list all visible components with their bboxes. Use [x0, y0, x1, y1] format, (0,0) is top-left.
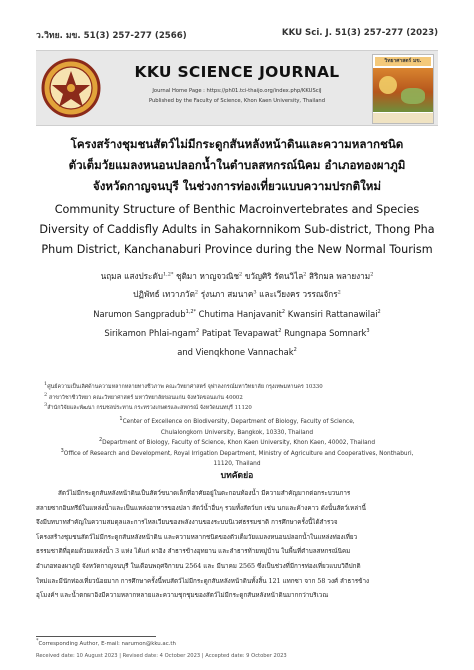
title-english: [36, 200, 438, 260]
journal-masthead: [36, 50, 438, 126]
author-name: Narumon Sangpradub: [93, 309, 186, 319]
title-english-line: Diversity of Caddisfly Adults in Sahakornnikom Sub-district, Thong Pha: [39, 223, 435, 236]
title-thai: [36, 134, 438, 197]
cover-decor: [379, 76, 397, 94]
affiliation-mark: 1: [119, 416, 123, 423]
author-name: นฤมล แสงประดับ: [100, 271, 163, 281]
author-affil-mark: 2: [281, 309, 286, 316]
author-affil-mark: 2: [377, 309, 381, 316]
footnote-divider: [36, 636, 156, 637]
journal-publisher: Published by the Faculty of Science, Khon Kaen University, Thailand: [148, 98, 326, 104]
author-affil-mark: 1,2*: [185, 309, 197, 316]
author-name: Sirikamon Phlai-ngam: [104, 328, 196, 338]
author-affil-mark: 2: [194, 289, 199, 296]
journal-cover-thumbnail: [372, 54, 434, 124]
affiliation-mark: 3: [60, 447, 64, 454]
affiliation-text: ศูนย์ความเป็นเลิศด้านความหลากหลายทางชีวภาพ คณะวิทยาศาสตร์ จุฬาลงกรณ์มหาวิทยาลัย กรุงเทพมหานคร 10330: [47, 384, 323, 390]
abstract-heading: บทคัดย่อ: [220, 471, 254, 481]
authors-thai: [36, 267, 438, 303]
abstract-line: สัตว์ไม่มีกระดูกสันหลังหน้าดินเป็นสัตว์ขนาดเล็กที่อาศัยอยู่ในตะกอนท้องน้ำ มีความสำคัญมากต่อกระบวนการ: [58, 490, 351, 497]
author-affil-mark: 2: [370, 271, 374, 278]
title-thai-line: โครงสร้างชุมชนสัตว์ไม่มีกระดูกสันหลังหน้าดินและความหลากชนิด: [70, 137, 404, 151]
authors-english-line: [36, 305, 438, 324]
cover-footer-band: [373, 113, 433, 123]
affiliation-text: Office of Research and Development, Royal Irrigation Department, Ministry of Agriculture and Cooperatives, Nonthaburi,: [63, 450, 414, 457]
affiliation-text: Chulalongkorn University, Bangkok, 10330, Thailand: [160, 429, 314, 436]
affiliation-mark: 3: [44, 402, 48, 409]
affiliation-line: [36, 417, 438, 428]
abstract-line: ใหม่และมีนักท่องเที่ยวน้อยมาก การศึกษาครั้งนี้พบสัตว์ไม่มีกระดูกสันหลังหน้าดินทั้งสิ้น 121 แทกซา จาก 58 วงศ์ ลำธารข้าง: [36, 577, 370, 585]
authors-thai-line: [36, 267, 438, 285]
abstract-line: อุโมงค์ฯ และน้ำตกผาอิงมีความหลากหลายและความชุกชุมของสัตว์ไม่มีกระดูกสันหลังหน้าดินมากกว่าบริเวณ: [36, 592, 329, 600]
abstract-line: โครงสร้างชุมชนสัตว์ไม่มีกระดูกสันหลังหน้าดิน และความหลากชนิดของตัวเต็มวัยแมลงหนอนปลอกน้ำในแหล่งท่องเที่ยว: [36, 533, 358, 541]
affiliation-line: [36, 428, 438, 439]
journal-home-page[interactable]: Journal Home Page : https://ph01.tci-thaijo.org/index.php/KKUSciJ: [152, 88, 322, 94]
article-dates: Received date: 10 August 2023 | Revised date: 4 October 2023 | Accepted date: 9 October 2023: [36, 653, 287, 659]
authors-english-line: [36, 343, 438, 362]
abstract-line: จึงมีบทบาทสำคัญในความสมดุลและการไหลเวียนของพลังงานของระบบนิเวศธรรมชาติ การศึกษาครั้งนี้ได้สำรวจ: [36, 519, 338, 527]
title-english-line: Community Structure of Benthic Macroinvertebrates and Species: [54, 203, 420, 216]
affiliation-line: [44, 393, 438, 404]
affiliation-mark: 2: [98, 437, 103, 444]
affiliation-text: Department of Biology, Faculty of Science, Khon Kaen University, Khon Kaen, 40002, Thailand: [102, 440, 376, 446]
authors-english: [36, 305, 438, 362]
running-head-right: KKU Sci. J. 51(3) 257-277 (2023): [281, 28, 438, 38]
affiliation-mark: 1: [44, 381, 48, 388]
cover-title: วิทยาศาสตร์ มข.: [375, 57, 431, 66]
author-affil-mark: 1,2*: [162, 271, 174, 278]
author-affil-mark: 3: [253, 289, 257, 296]
author-affil-mark: 2: [293, 347, 297, 354]
affiliation-line: [36, 449, 438, 460]
author-name: ปฏิพัทธ์ เทวาภวัต: [133, 289, 195, 299]
affiliation-mark: 2: [44, 391, 48, 398]
affiliation-line: [44, 403, 438, 414]
title-thai-line: ตัวเต็มวัยแมลงหนอนปลอกน้ำในตำบลสหกรณ์นิคม อำเภอทองผาภูมิ: [68, 158, 406, 172]
author-affil-mark: 3: [366, 328, 370, 335]
author-name: และเวียงคร วรรณจักร: [256, 289, 338, 299]
abstract-line: สลายซากอินทรีย์ในแหล่งน้ำและเป็นแหล่งอาหารของปลา สัตว์น้ำอื่นๆ รวมทั้งสัตว์บก เช่น นกและค้างคาว ดังนั้นสัตว์เหล่านี้: [36, 504, 366, 512]
authors-english-line: [36, 324, 438, 343]
abstract-line: อำเภอทองผาภูมิ จังหวัดกาญจนบุรี ในเดือนพฤศจิกายน 2564 และ มีนาคม 2565 ซึ่งเป็นช่วงที่มีการท่องเที่ยวแบบวิถีปกติ: [36, 562, 361, 570]
affiliation-line: [36, 438, 438, 449]
affiliation-text: สำนักวิจัยและพัฒนา กรมชลประทาน กระทรวงเกษตรและสหกรณ์ จังหวัดนนทบุรี 11120: [47, 405, 252, 411]
author-name: รุ่งนภา สมนาค: [198, 289, 254, 299]
affiliations-thai: [44, 382, 438, 414]
author-name: Kwansiri Rattanawilai: [285, 309, 378, 319]
running-head-left: ว.วิทย. มข. 51(3) 257-277 (2566): [36, 31, 187, 41]
author-affil-mark: 2: [195, 328, 200, 335]
running-head: [36, 28, 438, 42]
affiliation-text: 11120, Thailand: [213, 461, 261, 467]
author-name: Patipat Tevapawat: [199, 328, 279, 338]
author-name: Chutima Hanjavanit: [196, 309, 282, 319]
author-name: Rungnapa Somnark: [281, 328, 367, 338]
cover-decor: [401, 88, 425, 104]
authors-thai-line: [36, 285, 438, 303]
author-affil-mark: 2: [239, 271, 243, 278]
author-name: ขวัญศิริ รัตนวิไล: [242, 271, 304, 281]
affiliation-text: สาขาวิชาชีววิทยา คณะวิทยาศาสตร์ มหาวิทยาลัยขอนแก่น จังหวัดขอนแก่น 40002: [47, 394, 243, 401]
author-name: สิริกมล พลายงาม: [306, 271, 371, 281]
author-name: and Vienqkhone Vannachak: [177, 347, 294, 357]
footnote-text: Corresponding Author, E-mail: narumon@kku.ac.th: [38, 641, 176, 647]
author-name: ชุติมา หาญจวณิช: [173, 271, 240, 281]
title-thai-line: จังหวัดกาญจนบุรี ในช่วงการท่องเที่ยวแบบความปรกติใหม่: [92, 179, 382, 193]
abstract-body: [36, 487, 438, 604]
corresponding-author-footnote: [36, 639, 438, 650]
abstract-line: ธรรมชาติที่อุดมด้วยแหล่งน้ำ 3 แห่ง ได้แก่ ผาอิง ลำธารข้างอุทยาน และลำธารท้ายหมู่บ้าน ในพื้นที่ตำบลสหกรณ์นิคม: [36, 548, 351, 556]
title-english-line: Phum District, Kanchanaburi Province during the New Normal Tourism: [41, 243, 433, 256]
affiliations-english: [36, 417, 438, 470]
affiliation-line: [44, 382, 438, 393]
cover-image: [373, 68, 433, 112]
kku-logo-icon: [40, 55, 102, 121]
author-affil-mark: 2: [278, 328, 282, 335]
author-affil-mark: 2: [337, 289, 341, 296]
affiliation-text: Center of Excellence on Biodiversity, Department of Biology, Faculty of Science,: [122, 419, 355, 425]
journal-name: KKU SCIENCE JOURNAL: [134, 63, 340, 81]
author-affil-mark: 2: [303, 271, 307, 278]
footnote-mark: *: [36, 638, 39, 645]
